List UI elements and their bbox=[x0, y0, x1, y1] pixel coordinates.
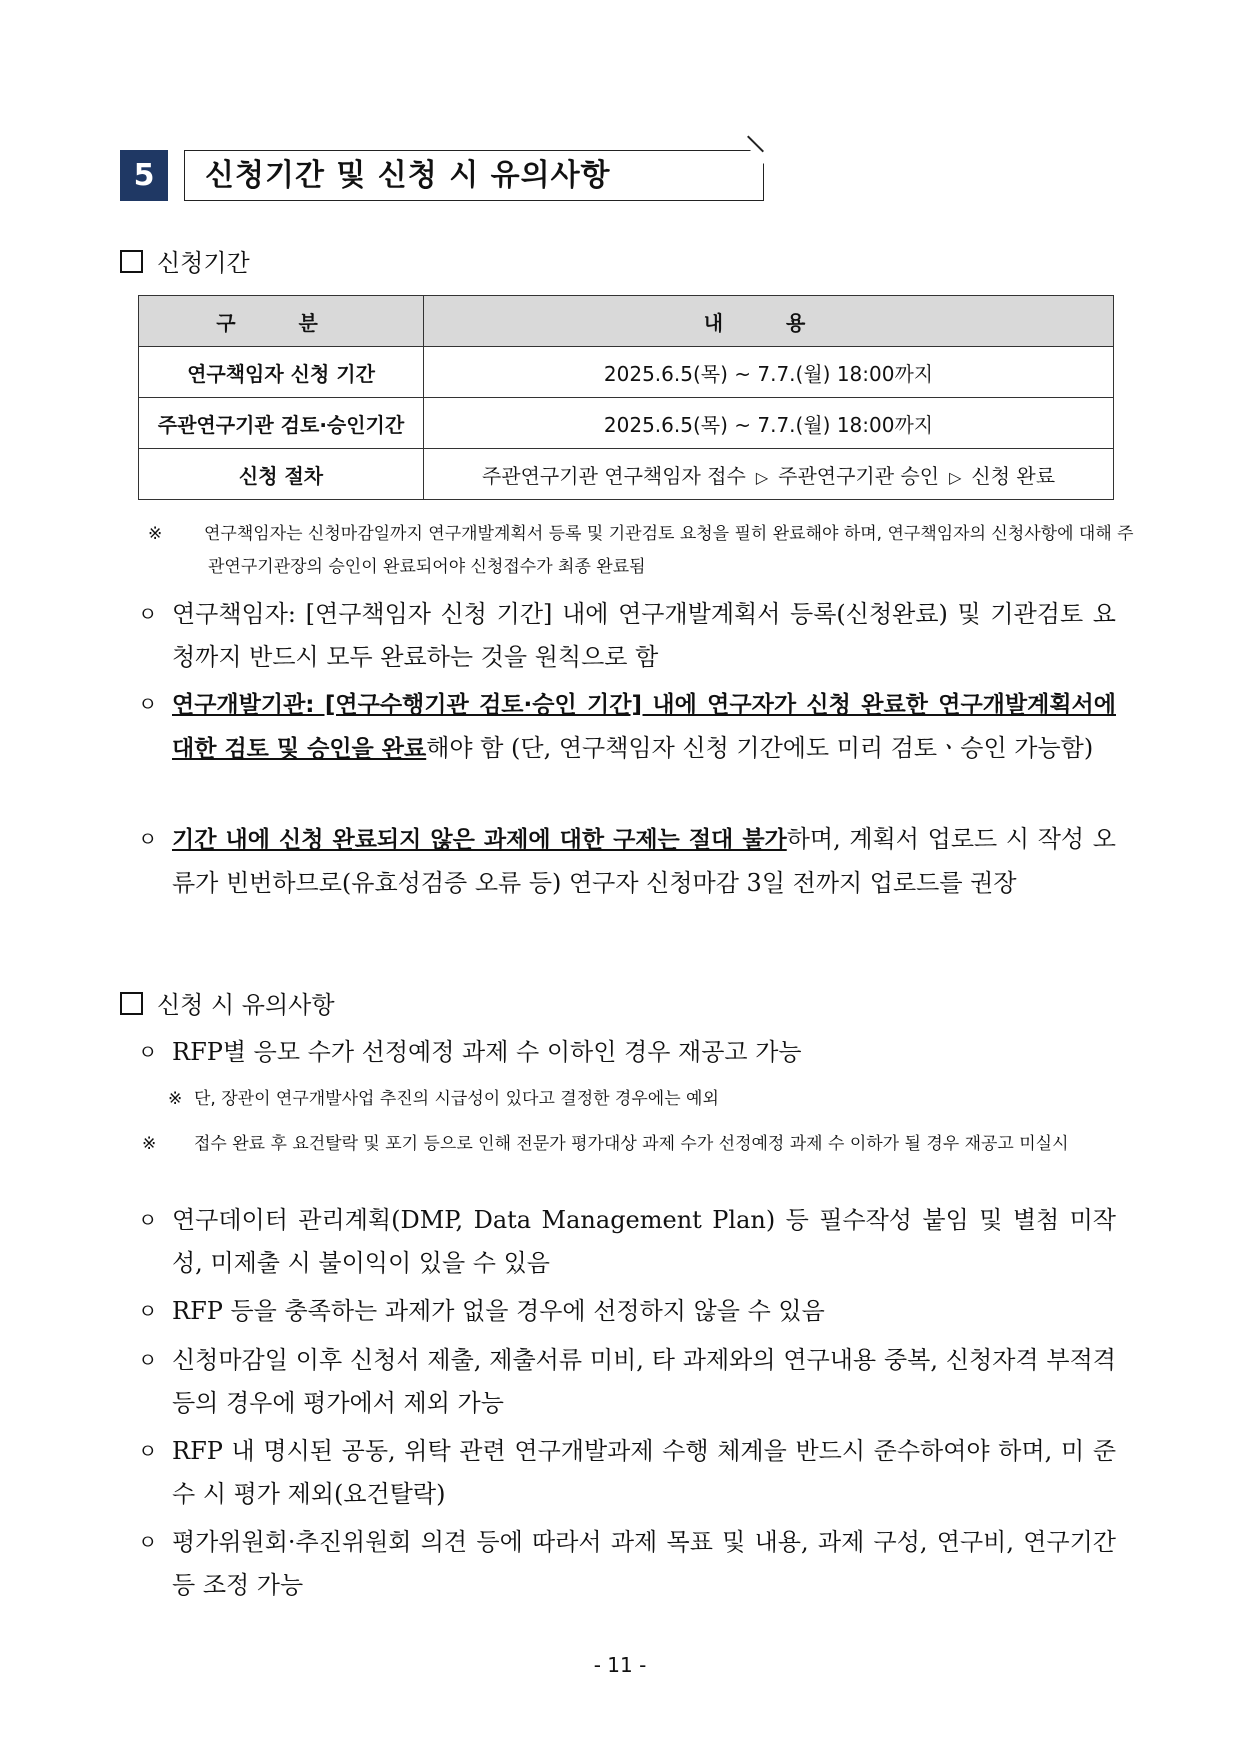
period-note: ※ 연구책임자는 신청마감일까지 연구개발계획서 등록 및 기관검토 요청을 필히 완료해야 하며, 연구책임자의 신청사항에 대해 주관연구기관장의 승인이 완료되어야 신청접수가 최종 완료됨 bbox=[178, 518, 1148, 584]
row-value: 2025.6.5(목) ~ 7.7.(월) 18:00까지 bbox=[424, 347, 1114, 398]
table-header-category: 구 분 bbox=[139, 296, 424, 347]
arrow-right-icon: ▷ bbox=[949, 467, 962, 487]
procedure-steps bbox=[424, 449, 1114, 500]
procedure-step: 주관연구기관 연구책임자 접수 bbox=[481, 463, 746, 488]
list-item: ㅇ 신청마감일 이후 신청서 제출, 제출서류 미비, 타 과제와의 연구내용 중복, 신청자격 부적격 등의 경우에 평가에서 제외 가능 bbox=[138, 1339, 1116, 1425]
period-table bbox=[138, 295, 1114, 500]
page-number: - 11 - bbox=[593, 1653, 647, 1677]
section-title: 신청기간 및 신청 시 유의사항 bbox=[205, 158, 611, 193]
caution-note: ※ 접수 완료 후 요건탈락 및 포기 등으로 인해 전문가 평가대상 과제 수가 선정예정 과제 수 이하가 될 경우 재공고 미실시 bbox=[168, 1125, 1144, 1163]
section-number: 5 bbox=[120, 150, 168, 201]
note-mark: ※ bbox=[168, 1089, 183, 1109]
table-row bbox=[139, 347, 1114, 398]
table-header-content: 내 용 bbox=[424, 296, 1114, 347]
note-mark: ※ bbox=[142, 1134, 157, 1154]
checkbox-square-icon bbox=[120, 992, 143, 1015]
bullet-circle-icon: ㅇ bbox=[138, 1208, 158, 1232]
row-label: 주관연구기관 검토·승인기간 bbox=[139, 398, 424, 449]
bullet-circle-icon: ㅇ bbox=[138, 1530, 158, 1554]
list-item: ㅇ 연구개발기관: [연구수행기관 검토·승인 기간] 내에 연구자가 신청 완료한 연구개발계획서에 대한 검토 및 승인을 완료해야 함 (단, 연구책임자 신청 기간에도 미리 검토ㆍ승인 가능함) bbox=[138, 683, 1116, 771]
list-item: ㅇ RFP 등을 충족하는 과제가 없을 경우에 선정하지 않을 수 있음 bbox=[138, 1290, 1116, 1333]
list-item: ㅇ 연구책임자: [연구책임자 신청 기간] 내에 연구개발계획서 등록(신청완료) 및 기관검토 요청까지 반드시 모두 완료하는 것을 원칙으로 함 bbox=[138, 593, 1116, 679]
list-item: ㅇ 기간 내에 신청 완료되지 않은 과제에 대한 구제는 절대 불가하며, 계획서 업로드 시 작성 오류가 빈번하므로(유효성검증 오류 등) 연구자 신청마감 3일 전까지 업로드를 권장 bbox=[138, 818, 1116, 905]
bullet-circle-icon: ㅇ bbox=[138, 692, 158, 716]
table-row bbox=[139, 449, 1114, 500]
table-header-row bbox=[139, 296, 1114, 347]
arrow-right-icon: ▷ bbox=[755, 467, 769, 487]
list-item: ㅇ 평가위원회·추진위원회 의견 등에 따라서 과제 목표 및 내용, 과제 구성, 연구비, 연구기간 등 조정 가능 bbox=[138, 1521, 1116, 1607]
checkbox-square-icon bbox=[120, 250, 143, 273]
bullet-circle-icon: ㅇ bbox=[138, 602, 158, 626]
list-item: ㅇ 연구데이터 관리계획(DMP, Data Management Plan) 등 필수작성 붙임 및 별첨 미작성, 미제출 시 불이익이 있을 수 있음 bbox=[138, 1199, 1116, 1285]
procedure-step: 주관연구기관 승인 bbox=[778, 463, 940, 488]
bullet-circle-icon: ㅇ bbox=[138, 1348, 158, 1372]
row-label: 신청 절차 bbox=[139, 449, 424, 500]
caution-note: ※ 단, 장관이 연구개발사업 추진의 시급성이 있다고 결정한 경우에는 예외 bbox=[168, 1083, 1118, 1116]
bullet-circle-icon: ㅇ bbox=[138, 1299, 158, 1323]
procedure-step: 신청 완료 bbox=[971, 463, 1056, 488]
table-row bbox=[139, 398, 1114, 449]
list-item: ㅇ RFP별 응모 수가 선정예정 과제 수 이하인 경우 재공고 가능 bbox=[138, 1031, 1116, 1074]
period-heading: 신청기간 bbox=[120, 243, 250, 278]
bullet-circle-icon: ㅇ bbox=[138, 1040, 158, 1064]
bullet-circle-icon: ㅇ bbox=[138, 1439, 158, 1463]
section-title-box bbox=[184, 150, 764, 201]
row-value: 2025.6.5(목) ~ 7.7.(월) 18:00까지 bbox=[424, 398, 1114, 449]
cautions-heading: 신청 시 유의사항 bbox=[120, 985, 335, 1020]
row-label: 연구책임자 신청 기간 bbox=[139, 347, 424, 398]
note-mark: ※ bbox=[148, 524, 163, 544]
bullet-circle-icon: ㅇ bbox=[138, 827, 158, 851]
list-item: ㅇ RFP 내 명시된 공동, 위탁 관련 연구개발과제 수행 체계을 반드시 준수하여야 하며, 미 준수 시 평가 제외(요건탈락) bbox=[138, 1430, 1116, 1516]
